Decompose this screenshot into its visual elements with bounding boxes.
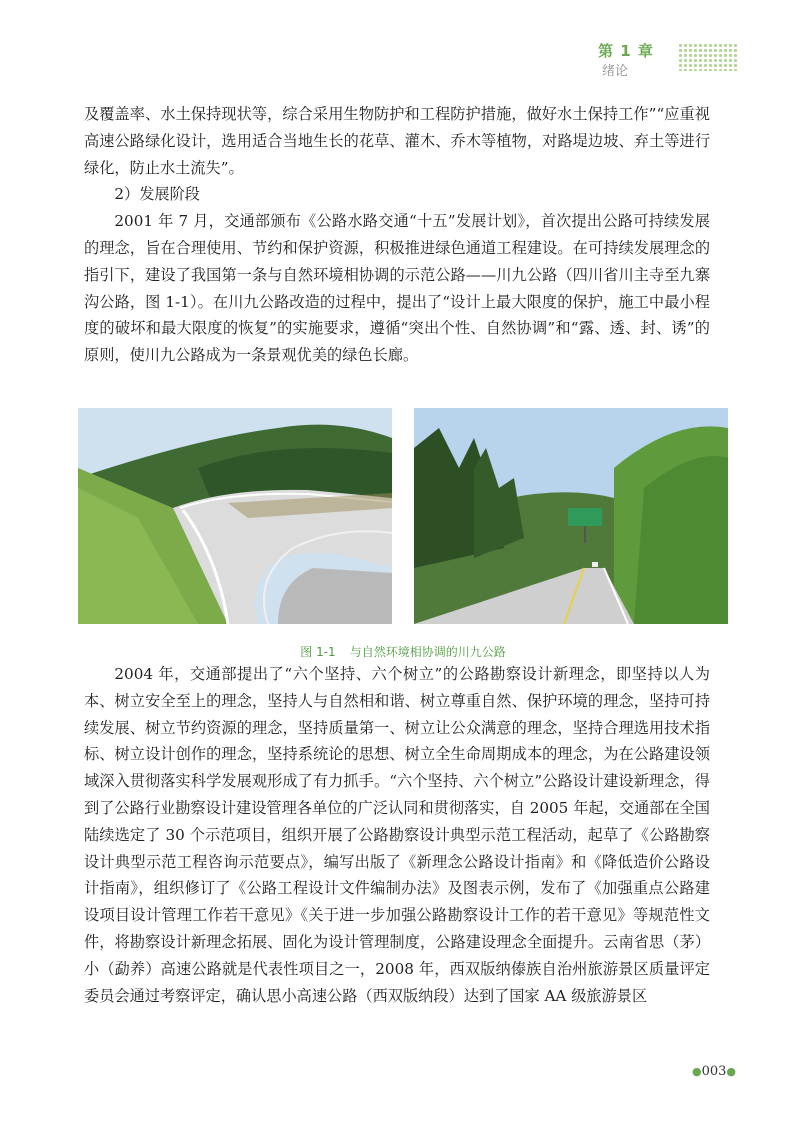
figure-label: 图 1-1	[300, 645, 336, 659]
paragraph-continuation: 及覆盖率、水土保持现状等，综合采用生物防护和工程防护措施，做好水土保持工作”“应重视高速公路绿化设计，选用适合当地生长的花草、灌木、乔木等植物，对路堤边坡、弃土等进行绿化，防止水土流失”。	[84, 105, 710, 177]
figure-photo-right	[414, 408, 728, 624]
paragraph: 2001 年 7 月，交通部颁布《公路水路交通“十五”发展计划》，首次提出公路可持续发展的理念，旨在合理使用、节约和保护资源，积极推进绿色通道工程建设。在可持续发展理念的指引下，建设了我国第一条与自然环境相协调的示范公路——川九公路（四川省川主寺至九寨沟公路，图 1-1）。在川九公路改造的过程中，提出了“设计上最大限度的保护，施工中最小程度的破坏和最大限度的恢复”的实施要求，遵循“突出个性、自然协调”和“露、透、封、诱”的原则，使川九公路成为一条景观优美的绿色长廊。	[84, 212, 710, 365]
paragraph: 2004 年，交通部提出了“六个坚持、六个树立”的公路勘察设计新理念，即坚持以人为本、树立安全至上的理念，坚持人与自然相和谐、树立尊重自然、保护环境的理念，坚持可持续发展、树立节约资源的理念，坚持质量第一、树立让公众满意的理念，坚持合理选用技术指标、树立设计创作的理念，坚持系统论的思想、树立全生命周期成本的理念，为在公路建设领域深入贯彻落实科学发展观形成了有力抓手。“六个坚持、六个树立”公路设计建设新理念，得到了公路行业勘察设计建设管理各单位的广泛认同和贯彻落实，自 2005 年起，交通部在全国陆续选定了 30 个示范项目，组织开展了公路勘察设计典型示范工程活动，起草了《公路勘察设计典型示范工程咨询示范要点》，编写出版了《新理念公路设计指南》和《降低造价公路设计指南》，组织修订了《公路工程设计文件编制办法》及图表示例，发布了《加强重点公路建设项目设计管理工作若干意见》《关于进一步加强公路勘察设计工作的若干意见》等规范性文件，将勘察设计新理念拓展、固化为设计管理制度，公路建设理念全面提升。云南省思（茅）小（勐养）高速公路就是代表性项目之一，2008 年，西双版纳傣族自治州旅游景区质量评定委员会通过考察评定，确认思小高速公路（西双版纳段）达到了国家 AA 级旅游景区	[84, 665, 710, 1005]
figure-caption-text: 与自然环境相协调的川九公路	[349, 645, 506, 659]
header-dot-pattern	[678, 43, 738, 71]
running-header	[598, 40, 738, 79]
figure-caption	[78, 643, 728, 660]
subsection-heading: 2）发展阶段	[114, 185, 200, 204]
body-text-bottom	[84, 661, 710, 1009]
road-forest-photo	[414, 408, 728, 624]
road-curve-photo	[78, 408, 392, 624]
page-number-dot-right: ●	[726, 1065, 736, 1078]
chapter-number: 第 1 章	[598, 42, 654, 60]
page-number-dot-left: ●	[691, 1065, 702, 1078]
chapter-title: 绪论	[602, 64, 629, 79]
body-text-top	[84, 101, 710, 369]
page-number	[692, 1064, 736, 1079]
figure-photo-left	[78, 408, 392, 624]
page-number-value: 003	[701, 1064, 727, 1079]
